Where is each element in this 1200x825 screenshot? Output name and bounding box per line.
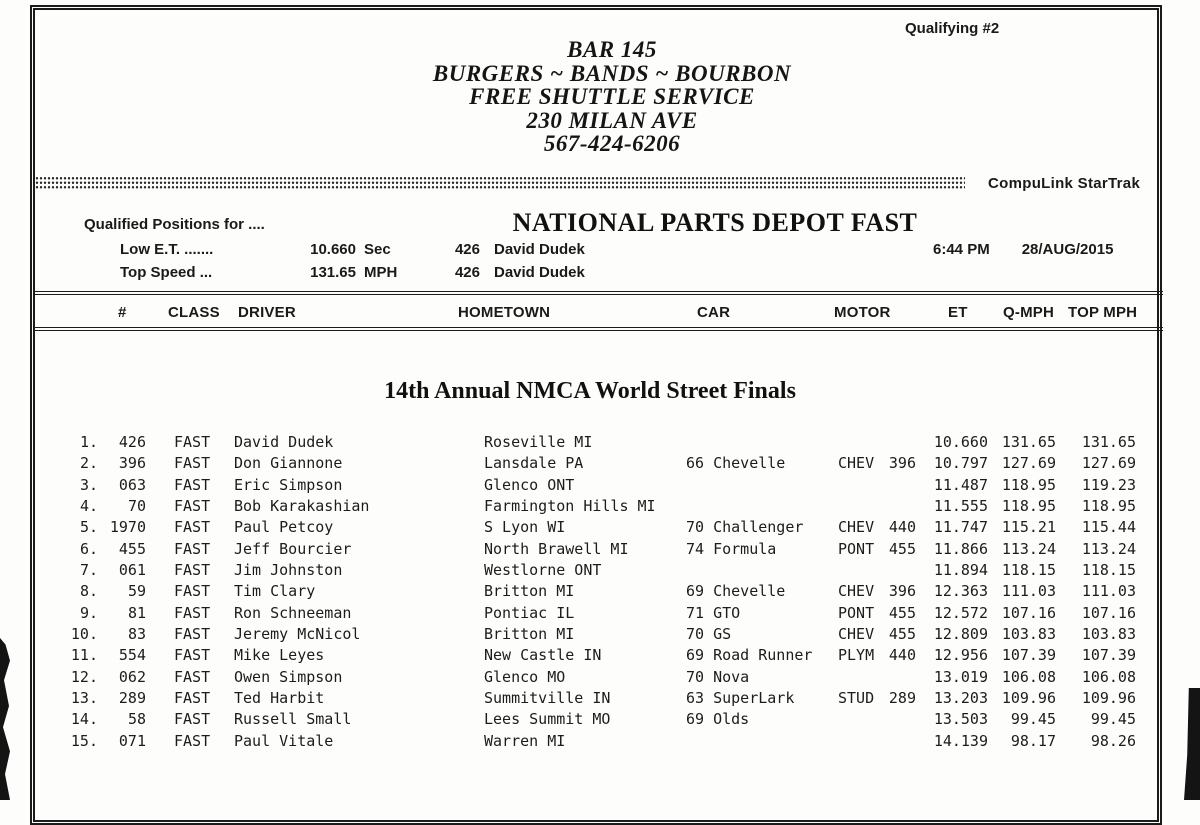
results-column-header (35, 291, 1163, 331)
row-car-model: 71 GTO (686, 603, 741, 622)
row-topmph: 119.23 (1081, 475, 1136, 494)
row-position: 9. (79, 603, 98, 622)
row-et: 12.572 (933, 603, 988, 622)
print-timestamp (933, 241, 1113, 258)
row-topmph: 118.15 (1081, 561, 1136, 580)
row-car-model (686, 475, 838, 496)
row-topmph: 107.39 (1081, 646, 1136, 665)
row-class: FAST (174, 731, 211, 750)
row-hometown: Lees Summit MO (484, 710, 611, 729)
table-row (58, 453, 1148, 474)
venue-name: BAR 145 (567, 37, 657, 62)
row-et: 11.487 (933, 475, 988, 494)
row-position: 6. (79, 539, 98, 558)
row-topmph: 113.24 (1081, 539, 1136, 558)
event-section-title: 14th Annual NMCA World Street Finals (384, 378, 796, 404)
row-driver: Jeremy McNicol (234, 625, 361, 644)
table-row (58, 475, 1148, 496)
row-hometown: North Brawell MI (484, 539, 629, 558)
table-row (58, 624, 1148, 645)
row-hometown: Westlorne ONT (484, 561, 602, 580)
row-et: 11.866 (933, 539, 988, 558)
table-row (58, 667, 1148, 688)
table-row (58, 603, 1148, 624)
row-position: 10. (70, 625, 98, 644)
row-driver: Owen Simpson (234, 667, 343, 686)
row-driver: Tim Clary (234, 582, 316, 601)
row-motor-make (838, 560, 888, 581)
row-motor-size: 440 (888, 646, 916, 665)
row-class: FAST (174, 518, 211, 537)
row-motor-make: CHEV (838, 454, 875, 473)
row-et: 13.503 (933, 710, 988, 729)
row-car-model (686, 496, 838, 517)
row-class: FAST (174, 475, 211, 494)
row-driver: Jim Johnston (234, 561, 343, 580)
row-motor-make: CHEV (838, 582, 875, 601)
row-car-number: 70 (127, 497, 146, 516)
row-hometown: Farmington Hills MI (484, 497, 656, 516)
row-qmph: 107.39 (1001, 646, 1056, 665)
row-class: FAST (174, 582, 211, 601)
row-driver: Mike Leyes (234, 646, 325, 665)
row-motor-size (888, 560, 916, 581)
row-car-number: 83 (127, 625, 146, 644)
row-qmph: 99.45 (1010, 710, 1056, 729)
table-row (58, 709, 1148, 730)
dotted-separator (35, 176, 965, 189)
row-position: 11. (70, 646, 98, 665)
row-hometown: Glenco MO (484, 667, 566, 686)
row-driver: David Dudek (234, 433, 334, 451)
row-et: 10.660 (933, 433, 988, 451)
table-row (58, 496, 1148, 517)
row-et: 11.894 (933, 561, 988, 580)
row-car-model: 69 Olds (686, 710, 750, 729)
row-topmph: 106.08 (1081, 667, 1136, 686)
row-driver: Ted Harbit (234, 689, 325, 708)
row-qmph: 107.16 (1001, 603, 1056, 622)
top-speed-unit: MPH (364, 264, 398, 281)
row-et: 11.747 (933, 518, 988, 537)
row-et: 11.555 (933, 497, 988, 516)
row-topmph: 109.96 (1081, 689, 1136, 708)
row-motor-make (838, 731, 888, 752)
row-motor-size (888, 709, 916, 730)
venue-phone: 567-424-6206 (543, 131, 681, 156)
row-position: 14. (70, 710, 98, 729)
row-hometown: Glenco ONT (484, 475, 575, 494)
row-motor-make: PLYM (838, 646, 875, 665)
row-car-number: 554 (118, 646, 146, 665)
row-car-number: 455 (118, 539, 146, 558)
table-row (58, 432, 1148, 453)
row-qmph: 131.65 (1001, 433, 1056, 451)
low-et-row (120, 241, 585, 258)
row-motor-size: 440 (888, 518, 916, 537)
row-car-number: 58 (127, 710, 146, 729)
row-motor-make: CHEV (838, 518, 875, 537)
row-motor-make: PONT (838, 539, 875, 558)
timing-system-label: CompuLink StarTrak (988, 175, 1141, 192)
scan-artifact-right (1184, 688, 1200, 800)
row-car-number: 396 (118, 454, 146, 473)
qualified-positions-title: Qualified Positions for .... (84, 216, 265, 233)
top-speed-value: 131.65 (310, 264, 356, 281)
row-et: 12.809 (933, 625, 988, 644)
row-topmph: 115.44 (1081, 518, 1136, 537)
row-motor-make (838, 432, 888, 453)
row-driver: Ron Schneeman (234, 603, 352, 622)
venue-header (312, 38, 912, 156)
row-topmph: 127.69 (1081, 454, 1136, 473)
row-car-model: 70 Challenger (686, 518, 804, 537)
row-motor-make (838, 667, 888, 688)
qualifying-session-label: Qualifying #2 (905, 20, 1000, 37)
row-hometown: Britton MI (484, 625, 575, 644)
row-position: 13. (70, 689, 98, 708)
row-car-model: 69 Chevelle (686, 582, 786, 601)
row-topmph: 98.26 (1090, 731, 1136, 750)
row-class: FAST (174, 497, 211, 516)
row-motor-make (838, 709, 888, 730)
row-motor-size (888, 667, 916, 688)
row-hometown: Pontiac IL (484, 603, 575, 622)
row-car-number: 426 (118, 433, 146, 451)
row-qmph: 106.08 (1001, 667, 1056, 686)
row-driver: Paul Petcoy (234, 518, 334, 537)
row-car-model (686, 731, 838, 752)
row-class: FAST (174, 689, 211, 708)
row-car-model: 70 Nova (686, 667, 750, 686)
row-car-model: 70 GS (686, 625, 732, 644)
row-car-number: 81 (127, 603, 146, 622)
row-qmph: 118.15 (1001, 561, 1056, 580)
row-class: FAST (174, 646, 211, 665)
table-row (58, 517, 1148, 538)
row-class: FAST (174, 454, 211, 473)
row-et: 14.139 (933, 731, 988, 750)
row-qmph: 113.24 (1001, 539, 1056, 558)
row-motor-size (888, 496, 916, 517)
row-hometown: Roseville MI (484, 433, 593, 451)
row-topmph: 99.45 (1090, 710, 1136, 729)
top-speed-label: Top Speed ... (120, 264, 213, 281)
row-position: 12. (70, 667, 98, 686)
row-hometown: Britton MI (484, 582, 575, 601)
row-car-model: 66 Chevelle (686, 454, 786, 473)
row-motor-size: 455 (888, 603, 916, 622)
row-motor-make (838, 475, 888, 496)
event-title: NATIONAL PARTS DEPOT FAST (512, 208, 918, 237)
row-motor-size: 455 (888, 539, 916, 558)
row-car-model: 69 Road Runner (686, 646, 813, 665)
row-et: 13.019 (933, 667, 988, 686)
row-position: 1. (79, 433, 98, 451)
table-row (58, 688, 1148, 709)
col-motor: MOTOR (834, 304, 891, 321)
row-motor-make: CHEV (838, 625, 875, 644)
print-date: 28/AUG/2015 (1021, 241, 1114, 258)
row-class: FAST (174, 710, 211, 729)
row-car-model: 74 Formula (686, 539, 777, 558)
row-topmph: 131.65 (1081, 433, 1136, 451)
row-car-model (686, 432, 838, 453)
row-car-number: 063 (118, 475, 146, 494)
row-qmph: 103.83 (1001, 625, 1056, 644)
row-class: FAST (174, 561, 211, 580)
row-et: 10.797 (933, 454, 988, 473)
row-driver: Don Giannone (234, 454, 343, 473)
table-row (58, 560, 1148, 581)
row-qmph: 109.96 (1001, 689, 1056, 708)
row-car-model: 63 SuperLark (686, 689, 795, 708)
row-position: 2. (79, 454, 98, 473)
low-et-label: Low E.T. ....... (120, 241, 214, 258)
table-row (58, 539, 1148, 560)
row-position: 5. (79, 518, 98, 537)
col-et: ET (948, 304, 968, 321)
row-qmph: 111.03 (1001, 582, 1056, 601)
row-driver: Russell Small (234, 710, 352, 729)
col-class: CLASS (168, 304, 220, 321)
table-row (58, 731, 1148, 752)
row-driver: Jeff Bourcier (234, 539, 352, 558)
row-position: 8. (79, 582, 98, 601)
row-motor-make: PONT (838, 603, 875, 622)
row-motor-make (838, 496, 888, 517)
row-motor-size: 396 (888, 582, 916, 601)
table-row (58, 645, 1148, 666)
row-motor-size (888, 432, 916, 453)
col-hometown: HOMETOWN (458, 304, 551, 321)
row-class: FAST (174, 539, 211, 558)
row-driver: Bob Karakashian (234, 497, 370, 516)
row-car-number: 59 (127, 582, 146, 601)
row-hometown: Warren MI (484, 731, 566, 750)
print-time: 6:44 PM (933, 241, 990, 258)
row-motor-size (888, 731, 916, 752)
row-car-number: 062 (118, 667, 146, 686)
venue-address: 230 MILAN AVE (526, 107, 698, 133)
row-driver: Eric Simpson (234, 475, 343, 494)
row-topmph: 111.03 (1081, 582, 1136, 601)
row-class: FAST (174, 433, 211, 451)
table-row (58, 581, 1148, 602)
row-hometown: Lansdale PA (484, 454, 584, 473)
row-car-number: 289 (118, 689, 146, 708)
row-topmph: 118.95 (1081, 497, 1136, 516)
row-class: FAST (174, 667, 211, 686)
col-qmph: Q-MPH (1003, 304, 1054, 321)
row-qmph: 118.95 (1001, 475, 1056, 494)
low-et-value: 10.660 (310, 241, 356, 258)
venue-service-line: FREE SHUTTLE SERVICE (469, 84, 755, 109)
top-speed-car-number: 426 (454, 264, 480, 281)
row-car-number: 071 (118, 731, 146, 750)
low-et-car-number: 426 (454, 241, 480, 258)
row-position: 15. (70, 731, 98, 750)
col-topmph: TOP MPH (1068, 304, 1138, 321)
row-driver: Paul Vitale (234, 731, 334, 750)
row-motor-size: 289 (888, 689, 916, 708)
row-topmph: 103.83 (1081, 625, 1136, 644)
row-qmph: 118.95 (1001, 497, 1056, 516)
row-qmph: 127.69 (1001, 454, 1056, 473)
col-driver: DRIVER (238, 304, 296, 321)
row-et: 13.203 (933, 689, 988, 708)
row-et: 12.363 (933, 582, 988, 601)
top-speed-row (120, 264, 585, 281)
row-motor-size: 455 (888, 625, 916, 644)
row-motor-make: STUD (838, 689, 875, 708)
col-number: # (118, 304, 127, 321)
venue-tagline: BURGERS ~ BANDS ~ BOURBON (432, 60, 792, 86)
results-rows (58, 432, 1148, 752)
row-motor-size: 396 (888, 454, 916, 473)
row-position: 4. (79, 497, 98, 516)
row-car-number: 1970 (109, 518, 146, 537)
row-qmph: 115.21 (1001, 518, 1056, 537)
col-car: CAR (697, 304, 731, 321)
top-speed-driver: David Dudek (494, 264, 585, 281)
row-topmph: 107.16 (1081, 603, 1136, 622)
low-et-driver: David Dudek (494, 241, 585, 258)
row-class: FAST (174, 603, 211, 622)
row-car-number: 061 (118, 561, 146, 580)
row-hometown: New Castle IN (484, 646, 602, 665)
scan-artifact-left (0, 638, 10, 800)
row-hometown: Summitville IN (484, 689, 611, 708)
row-position: 3. (79, 475, 98, 494)
row-qmph: 98.17 (1010, 731, 1056, 750)
row-car-model (686, 560, 838, 581)
low-et-unit: Sec (364, 241, 391, 258)
row-class: FAST (174, 625, 211, 644)
row-position: 7. (79, 561, 98, 580)
row-motor-size (888, 475, 916, 496)
row-hometown: S Lyon WI (484, 518, 566, 537)
row-et: 12.956 (933, 646, 988, 665)
